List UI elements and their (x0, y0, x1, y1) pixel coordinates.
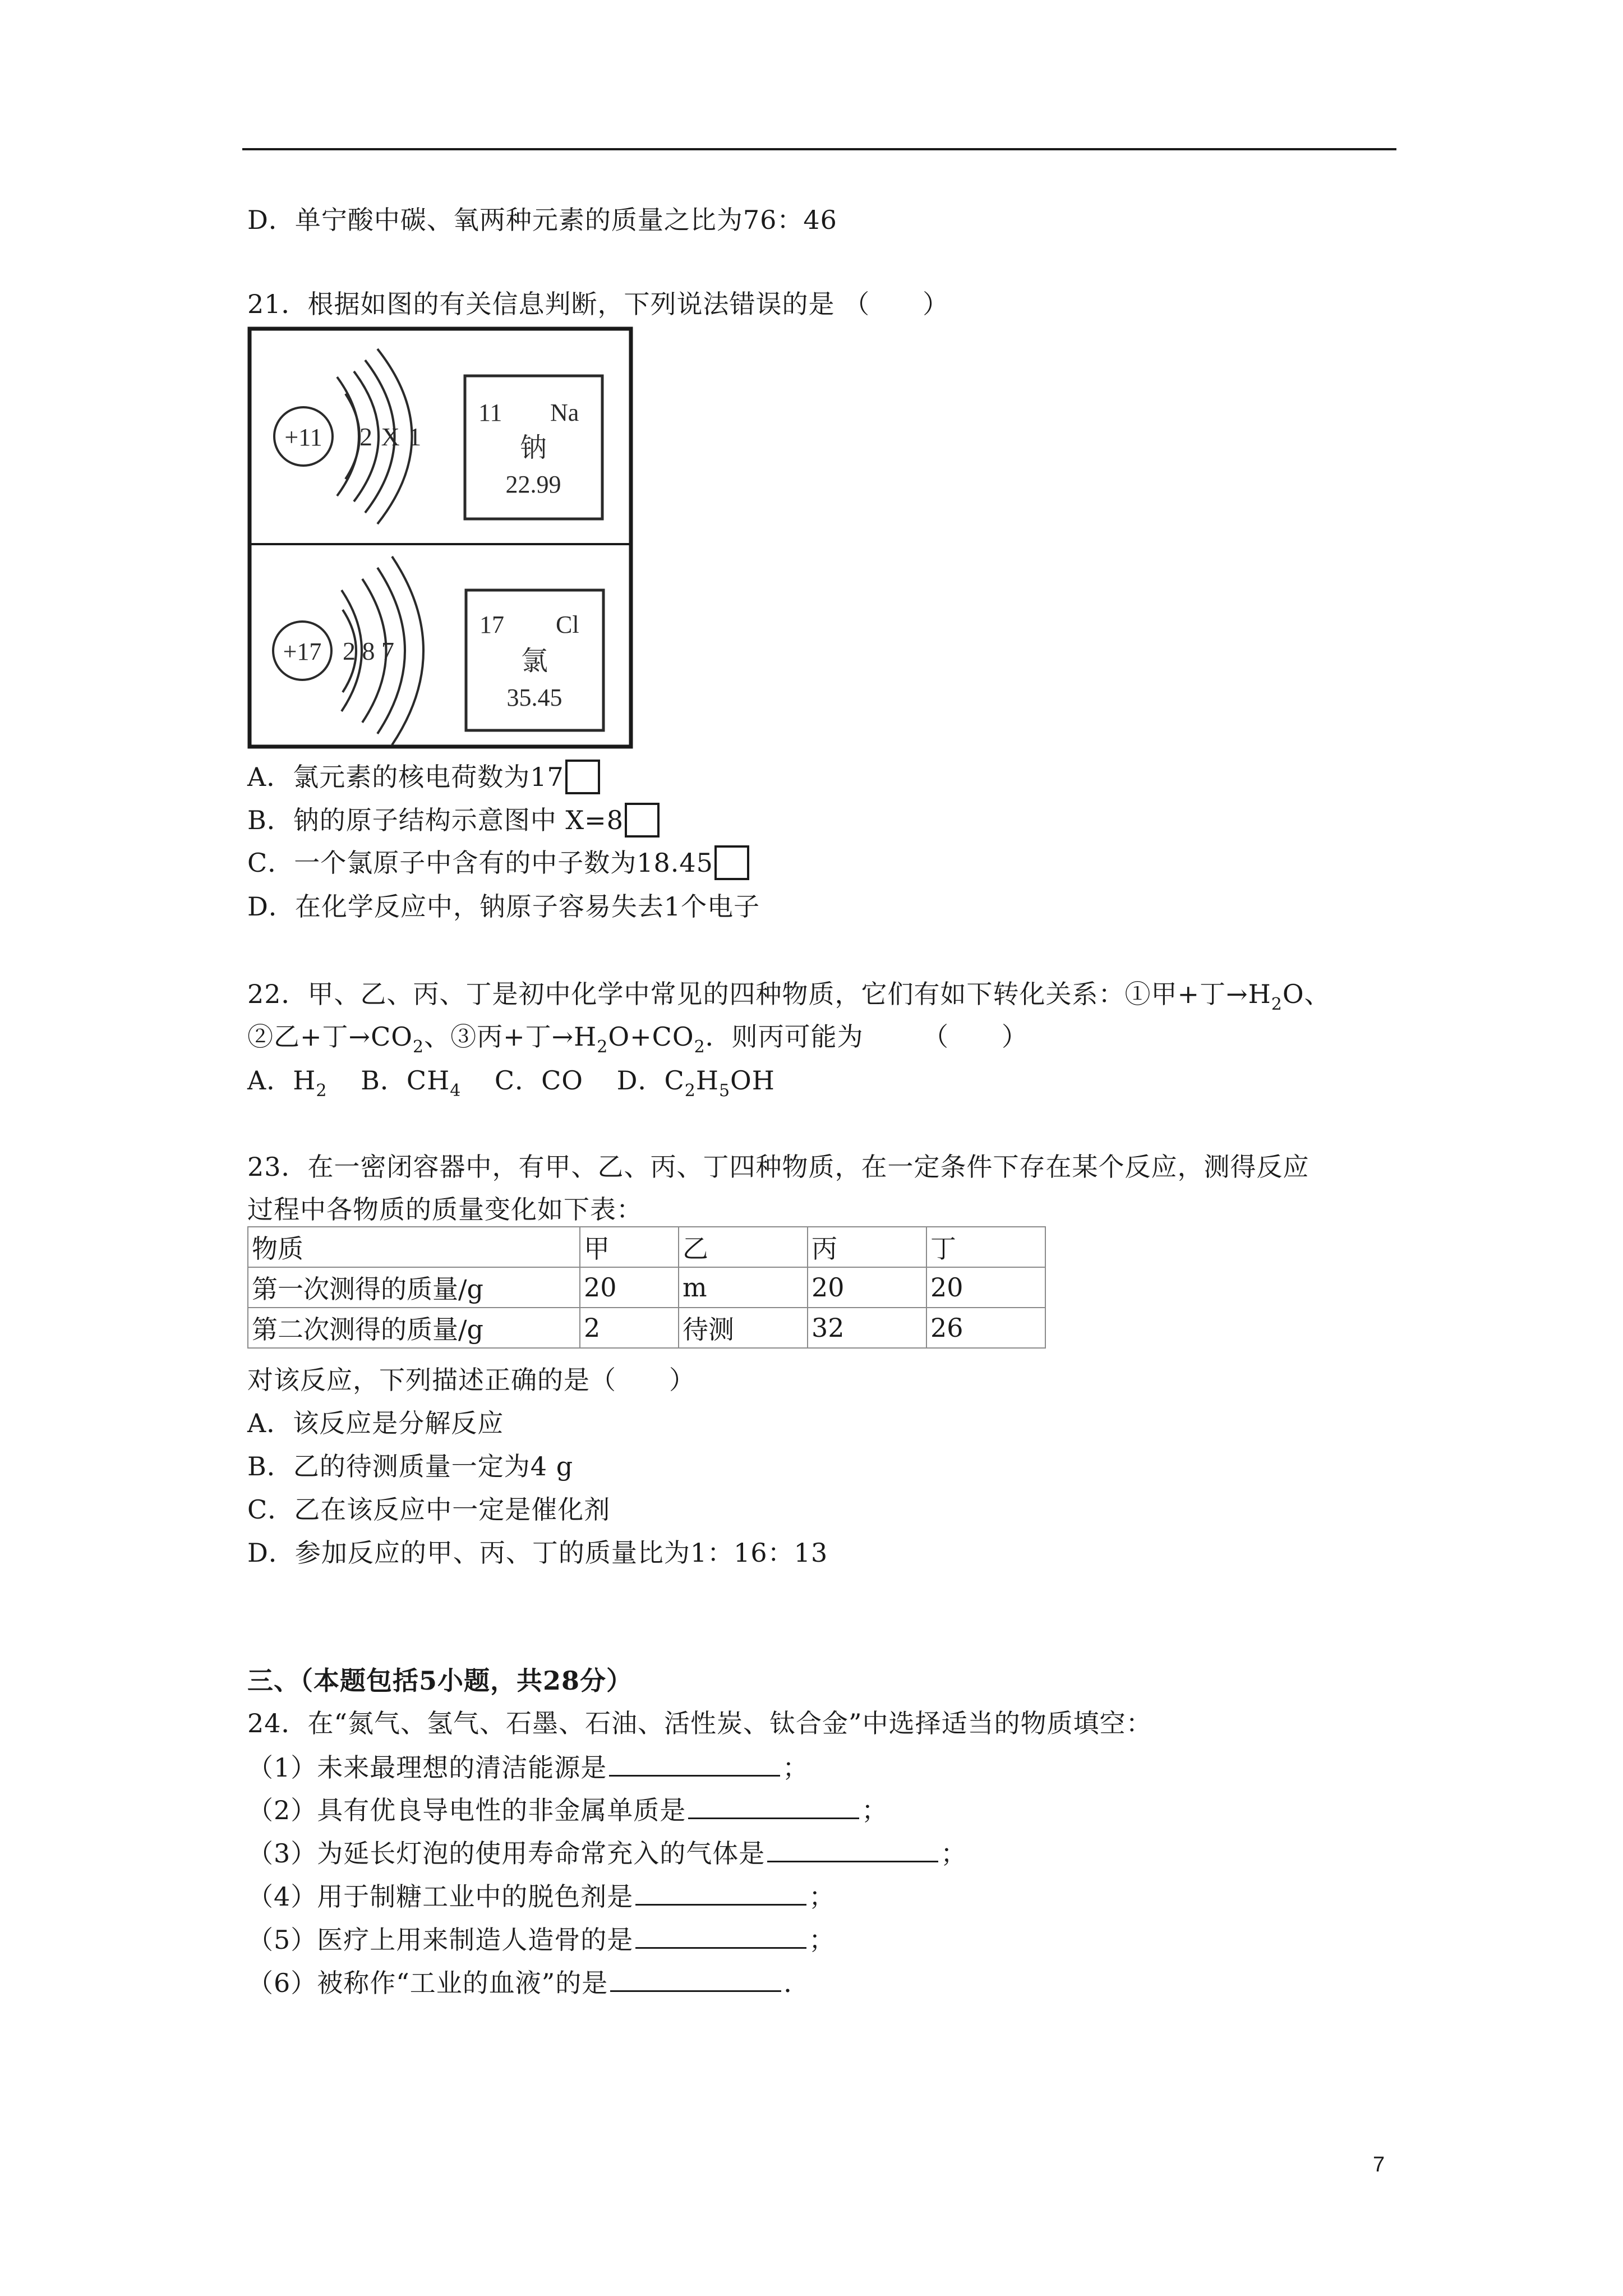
table-cell: 乙 (679, 1227, 808, 1267)
q22-line1-part: 22．甲、乙、丙、丁是初中化学中常见的四种物质，它们有如下转化关系：①甲+丁→H (247, 979, 1271, 1009)
table-cell: 第二次测得的质量/g (248, 1308, 580, 1348)
table-row (248, 1308, 1045, 1348)
na-atomic-number: 11 (478, 399, 502, 426)
q24-item-text: （2）具有优良导电性的非金属单质是 (247, 1795, 686, 1825)
q23-option-b: B．乙的待测质量一定为4 g (247, 1451, 574, 1481)
header-rule (242, 148, 1396, 150)
q22-line2-part: ②乙+丁→CO (247, 1022, 413, 1052)
q24-item-end: ； (809, 1881, 836, 1912)
na-atomic-mass: 22.99 (505, 471, 561, 498)
q23-prompt: 对该反应，下列描述正确的是（ ） (247, 1365, 695, 1395)
cl-atomic-number: 17 (479, 611, 504, 638)
cl-name: 氯 (520, 645, 548, 677)
q22-line-1 (247, 977, 1331, 1015)
q22-line2-subscript: 2 (694, 1037, 706, 1057)
q22-option-d-subscript: 5 (718, 1081, 731, 1101)
q24-item-end: ． (783, 1968, 810, 1998)
table-cell: 丁 (926, 1227, 1045, 1267)
q24-item-5 (247, 1922, 835, 1957)
q24-item-2 (247, 1793, 888, 1827)
q22-option-d: D．C (616, 1065, 685, 1096)
q24-item-1 (247, 1750, 809, 1784)
na-symbol: Na (550, 399, 579, 426)
answer-blank-4[interactable] (635, 1879, 806, 1906)
table-cell: 甲 (580, 1227, 679, 1267)
table-cell: 第一次测得的质量/g (248, 1267, 580, 1308)
checkbox-b[interactable] (625, 803, 660, 838)
q24-item-text: （6）被称作“工业的血液”的是 (247, 1968, 608, 1998)
q24-stem: 24．在“氮气、氢气、石墨、石油、活性炭、钛合金”中选择适当的物质填空： (247, 1708, 1152, 1738)
table-row (248, 1267, 1045, 1308)
answer-blank-2[interactable] (688, 1793, 859, 1819)
table-cell: 20 (808, 1267, 926, 1308)
q22-line2-part: ．则丙可能为 (705, 1022, 864, 1052)
q22-option-b-subscript: 4 (450, 1081, 462, 1101)
q22-line2-subscript: 2 (413, 1037, 425, 1057)
q21-option-c (247, 846, 749, 882)
q22-line1-subscript: 2 (1271, 995, 1283, 1014)
q21-option-b-text: B．钠的原子结构示意图中 X=8 (247, 805, 624, 835)
table-cell: 20 (926, 1267, 1045, 1308)
q21-option-b (247, 803, 660, 840)
q24-item-text: （4）用于制糖工业中的脱色剂是 (247, 1881, 634, 1912)
q22-option-c: C．CO (494, 1065, 584, 1096)
q22-line2-subscript: 2 (597, 1037, 608, 1057)
table-cell: 待测 (679, 1308, 808, 1348)
table-cell: 物质 (248, 1227, 580, 1267)
cl-nucleus-charge: +17 (283, 638, 322, 665)
atom-structure-figure (247, 326, 640, 753)
table-cell: 26 (926, 1308, 1045, 1348)
section-3-heading: 三、（本题包括5小题，共28分） (247, 1665, 633, 1696)
q23-line-1: 23．在一密闭容器中，有甲、乙、丙、丁四种物质，在一定条件下存在某个反应，测得反应 (247, 1152, 1310, 1182)
q24-item-text: （1）未来最理想的清洁能源是 (247, 1752, 607, 1783)
q21-figure (247, 326, 640, 753)
answer-blank-6[interactable] (610, 1966, 781, 1992)
table-cell: 2 (580, 1308, 679, 1348)
checkbox-c[interactable] (714, 845, 749, 880)
answer-blank-3[interactable] (767, 1836, 938, 1862)
q21-option-a (247, 760, 600, 797)
q24-item-end: ； (861, 1795, 888, 1825)
na-electron-shells: 2 X 1 (359, 422, 422, 451)
q21-option-a-text: A．氯元素的核电荷数为17 (247, 762, 564, 792)
table-cell: 20 (580, 1267, 679, 1308)
q22-line-2 (247, 1020, 864, 1057)
q23-option-c: C．乙在该反应中一定是催化剂 (247, 1494, 611, 1525)
q24-item-text: （5）医疗上用来制造人造骨的是 (247, 1925, 634, 1955)
na-name: 钠 (519, 432, 547, 463)
mass-change-table (247, 1226, 1046, 1349)
q22-option-a: A．H (247, 1065, 316, 1096)
q24-item-end: ； (940, 1838, 967, 1869)
q21-option-d: D．在化学反应中，钠原子容易失去1个电子 (247, 891, 760, 922)
q22-option-d-part: OH (730, 1065, 775, 1096)
page-number: 7 (1373, 2153, 1385, 2177)
q22-line1-part: O、 (1282, 979, 1331, 1009)
q22-line2-part: 、③丙+丁→H (424, 1022, 597, 1052)
q23-line-2: 过程中各物质的质量变化如下表： (247, 1194, 643, 1225)
na-nucleus-charge: +11 (284, 424, 322, 451)
q21-option-c-text: C．一个氯原子中含有的中子数为18.45 (247, 848, 713, 878)
q24-item-6 (247, 1966, 810, 2000)
answer-blank-5[interactable] (635, 1922, 806, 1949)
q24-item-4 (247, 1879, 835, 1913)
q24-item-end: ； (782, 1752, 809, 1783)
table-cell: 32 (808, 1308, 926, 1348)
answer-blank-1[interactable] (609, 1750, 780, 1777)
q23-option-a: A．该反应是分解反应 (247, 1408, 504, 1438)
q21-stem: 21．根据如图的有关信息判断，下列说法错误的是 （ ） (247, 289, 949, 319)
table-row (248, 1227, 1045, 1267)
q24-item-3 (247, 1836, 967, 1870)
q20-option-d: D．单宁酸中碳、氧两种元素的质量之比为76：46 (247, 205, 837, 235)
q24-item-end: ； (809, 1925, 836, 1955)
checkbox-a[interactable] (565, 760, 600, 794)
q22-option-b: B．CH (361, 1065, 450, 1096)
q22-option-d-subscript: 2 (684, 1081, 696, 1101)
q22-answer-paren: （ ） (923, 1022, 1028, 1052)
q22-options (247, 1064, 775, 1101)
table-cell: m (679, 1267, 808, 1308)
q24-item-text: （3）为延长灯泡的使用寿命常充入的气体是 (247, 1838, 766, 1869)
q22-line2-part: O+CO (608, 1022, 694, 1052)
q22-option-a-subscript: 2 (316, 1081, 328, 1101)
cl-symbol: Cl (556, 611, 579, 638)
q23-option-d: D．参加反应的甲、丙、丁的质量比为1：16：13 (247, 1538, 828, 1568)
table-cell: 丙 (808, 1227, 926, 1267)
cl-electron-shells: 2 8 7 (343, 637, 394, 665)
q22-option-d-part: H (695, 1065, 719, 1096)
cl-atomic-mass: 35.45 (506, 684, 562, 711)
